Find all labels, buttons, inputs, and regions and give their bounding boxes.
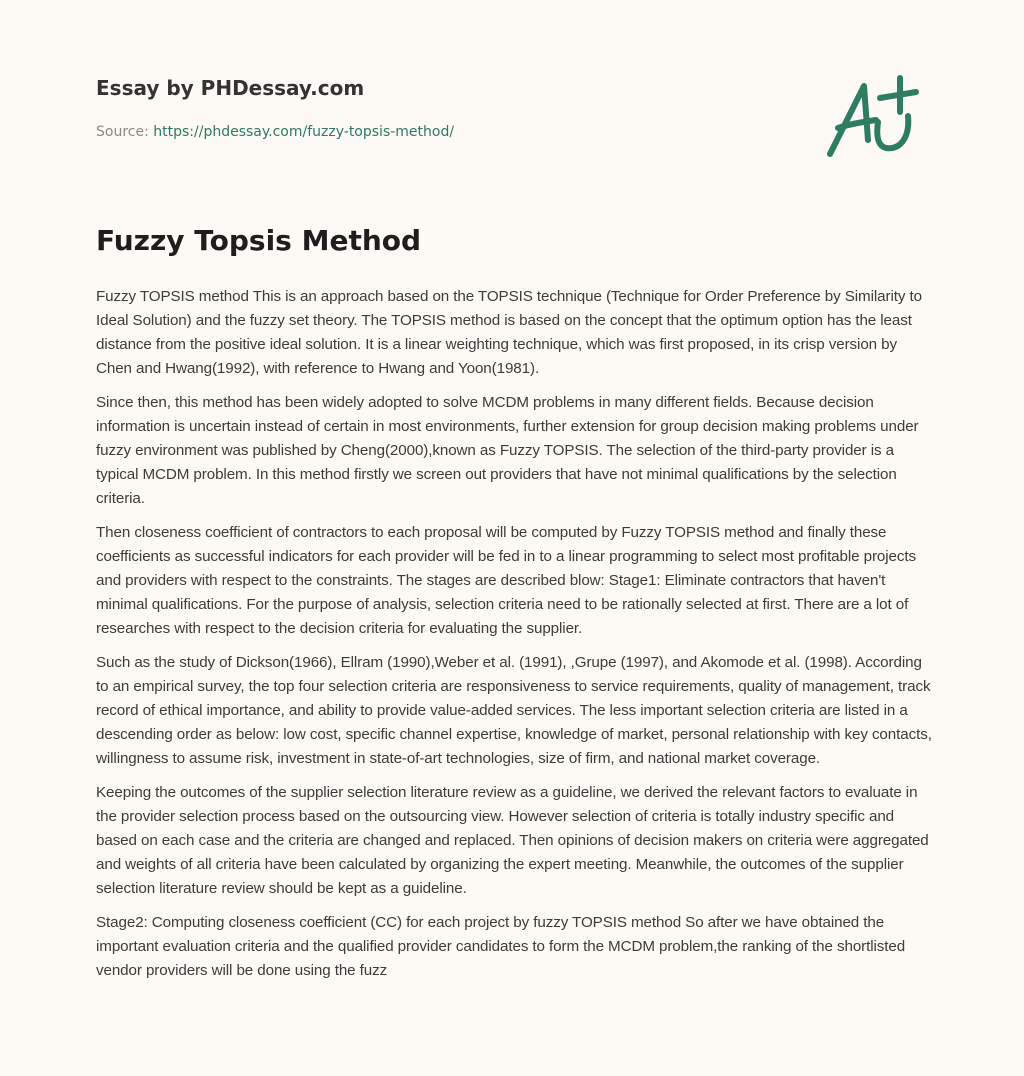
source-label: Source: (96, 124, 149, 140)
article-paragraph: Keeping the outcomes of the supplier selection literature review as a guideline, we derived the relevant factors to evaluate in the provider selection process based on the outsourcing view. However selection of criteria is totally industry specific and based on each case and the criteria are changed and replaced. Then opinions of decision makers on criteria were aggregated and weights of all criteria have been calculated by organizing the expert meeting. Meanwhile, the outcomes of the supplier selection literature review should be kept as a guideline. (96, 784, 929, 897)
article-paragraph: Fuzzy TOPSIS method This is an approach based on the TOPSIS technique (Technique for Order Preference by Similarity to Ideal Solution) and the fuzzy set theory. The TOPSIS method is based on the concept that the optimum option has the least distance from the positive ideal solution. It is a linear weighting technique, which was first proposed, in its crisp version by Chen and Hwang(1992), with reference to Hwang and Yoon(1981). (96, 288, 922, 377)
page-header (96, 76, 928, 186)
article-paragraph: Such as the study of Dickson(1966), Ellram (1990),Weber et al. (1991), ,Grupe (1997), and Akomode et al. (1998). According to an empirical survey, the top four selection criteria are responsiveness to service requirements, quality of management, track record of ethical importance, and ability to provide value-added services. The less important selection criteria are listed in a descending order as below: low cost, specific channel expertise, knowledge of market, personal relationship with key contacts, willingness to assume risk, investment in state-of-art technologies, size of firm, and national market coverage. (96, 654, 932, 767)
article-body (96, 285, 936, 993)
article-paragraph: Stage2: Computing closeness coefficient (CC) for each project by fuzzy TOPSIS method So after we have obtained the important evaluation criteria and the qualified provider candidates to form the MCDM problem,the ranking of the shortlisted vendor providers will be done using the fuzz (96, 914, 906, 979)
brand-title: Essay by PHDessay.com (96, 76, 365, 100)
a-plus-grade-icon (824, 70, 928, 166)
page-title: Fuzzy Topsis Method (96, 224, 422, 257)
article-paragraph: Since then, this method has been widely adopted to solve MCDM problems in many different fields. Because decision information is uncertain instead of certain in most environments, further extension for group decision making problems under fuzzy environment was published by Cheng(2000),known as Fuzzy TOPSIS. The selection of the third-party provider is a typical MCDM problem. In this method firstly we screen out providers that have not minimal qualifications by the selection criteria. (96, 394, 919, 507)
source-link[interactable]: https://phdessay.com/fuzzy-topsis-method/ (153, 124, 455, 140)
source-line (96, 124, 454, 140)
article-paragraph: Then closeness coefficient of contractors to each proposal will be computed by Fuzzy TOPSIS method and finally these coefficients as successful indicators for each provider will be fed in to a linear programming to select most profitable projects and providers with respect to the constraints. The stages are described blow: Stage1: Eliminate contractors that haven't minimal qualifications. For the purpose of analysis, selection criteria need to be rationally selected at first. There are a lot of researches with respect to the decision criteria for evaluating the supplier. (96, 524, 916, 637)
